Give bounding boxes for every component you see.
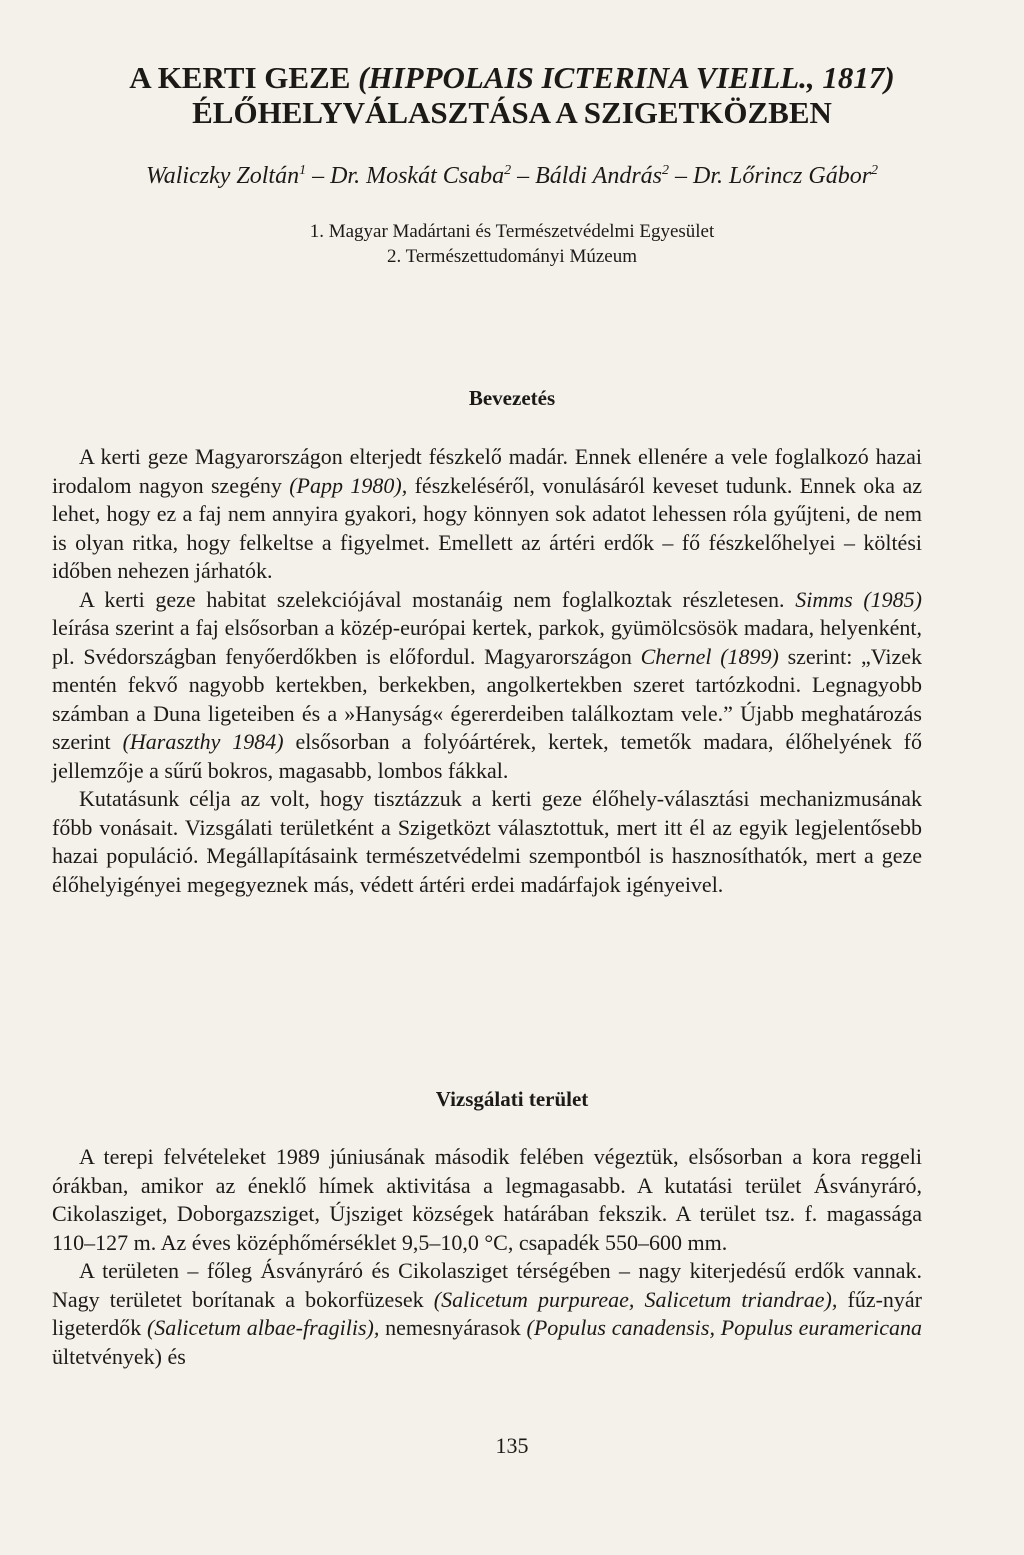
paragraph-text: ültetvények) és [52,1343,186,1369]
section-heading-study-area: Vizsgálati terület [435,1087,589,1111]
species-names: (Salicetum purpureae, Salicetum triandrae), [433,1286,838,1312]
section-heading-introduction: Bevezetés [468,386,556,410]
paragraph: A terepi felvételeket 1989 júniusának második felében végeztük, elsősorban a kora reggeli órákban, amikor az éneklő hímek aktivitása a legmagasabb. A kutatási terület Ásványráró, Cikolasziget, Doborgazsziget, Újsziget községek határában fekszik. A terület tsz. f. magassága 110–127 m. Az éves középhőmérséklet 9,5–10,0 °C, csapadék 550–600 mm. [52,1144,922,1255]
page-number: 135 [495,1433,529,1458]
citation: Simms (1985) [795,586,922,612]
affiliation-list [40,219,984,269]
author-name: Dr. Lőrincz Gábor [693,163,872,189]
author-separator: – [306,163,331,189]
paragraph [52,586,922,786]
paragraph-text: A kerti geze habitat szelekciójával mostanáig nem foglalkoztak részletesen. [79,586,796,612]
paragraph-text: fűz-nyár ligeterdők [52,1286,922,1340]
affiliation-item: 1. Magyar Madártani és Természetvédelmi Egyesület [309,221,715,242]
paragraph [52,1257,922,1371]
author-name: Dr. Moskát Csaba [330,163,505,189]
paragraph-text: nemesnyárasok [379,1315,527,1340]
paragraph [52,443,922,586]
title-line2-text: ÉLŐHELYVÁLASZTÁSA A SZIGETKÖZBEN [192,95,832,130]
species-names: (Salicetum albae-fragilis), [146,1315,380,1340]
author-affiliation-mark: 2 [504,163,512,178]
affiliation-item: 2. Természettudományi Múzeum [386,246,637,267]
author-separator: – [669,163,693,189]
paragraph-text: fészkeléséről, vonulásáról keveset tudunk. Ennek oka az lehet, hogy ez a faj nem annyira gyakori, hogy könnyen sok adatot lehessen róla gyűjteni, de nem is olyan ritka, hogy felkeltse a figyelmet. Emellett az ártéri erdők – fő fészkelőhelyei – költési időben nehezen járhatók. [52,472,922,583]
author-name: Báldi András [535,163,662,189]
paragraph-text: A kerti geze Magyarországon elterjedt fészkelő madár. Ennek ellenére a vele foglalkozó hazai irodalom nagyon szegény [52,444,922,498]
species-names: (Populus canadensis, Populus euramericana [526,1315,922,1340]
section-body-introduction [52,443,922,899]
section-body-study-area [52,1143,922,1371]
title-species-name: (HIPPOLAIS ICTERINA VIEILL., 1817) [358,60,895,95]
paragraph-text: szerint: „Vizek mentén fekvő nagyobb kertekben, berkekben, angolkertekben szeret tartózkodni. Legnagyobb számban a Duna ligeteiben és a »Hanyság« égererdeiben találkoztam vele.” Újabb meghatározás szerint [52,643,922,754]
title-line1-text: A KERTI GEZE [129,60,359,95]
paragraph-text: A területen – főleg Ásványráró és Cikolasziget térségében – nagy kiterjedésű erdők vannak. Nagy területet borítanak a bokorfüzesek [52,1258,922,1312]
author-name: Waliczky Zoltán [145,163,300,189]
paragraph-text: leírása szerint a faj elsősorban a közép-európai kertek, parkok, gyümölcsösök madara, helyenként, pl. Svédországban fenyőerdőkben is előfordul. Magyarországon [52,615,922,669]
article-title [60,60,964,130]
citation: Chernel (1899) [640,643,779,669]
author-affiliation-mark: 2 [871,163,879,178]
author-list [40,156,984,191]
paragraph-text: elsősorban a folyóártérek, kertek, temetők madara, élőhelyének fő jellemzője a sűrű bokros, magasabb, lombos fákkal. [52,729,922,783]
citation: (Haraszthy 1984) [122,729,284,754]
citation: (Papp 1980), [289,472,408,498]
paragraph: Kutatásunk célja az volt, hogy tisztázzuk a kerti geze élőhely-választási mechanizmusának főbb vonásait. Vizsgálati területként a Szigetközt választottuk, mert itt él az egyik legjelentősebb hazai populáció. Megállapításaink természetvédelmi szempontból is hasznosíthatók, mert a geze élőhelyigényei megegyeznek más, védett ártéri erdei madárfajok igényeivel. [52,786,922,897]
author-affiliation-mark: 2 [662,163,669,178]
author-separator: – [511,163,536,189]
author-affiliation-mark: 1 [299,163,307,178]
